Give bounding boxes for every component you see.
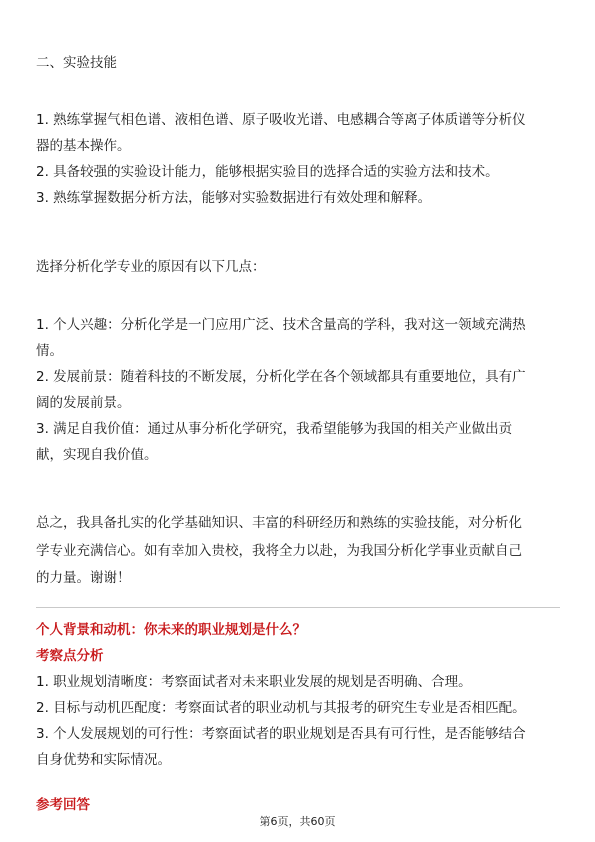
analysis-line: 2. 目标与动机匹配度：考察面试者的职业动机与其报考的研究生专业是否相匹配。	[36, 700, 526, 716]
conclusion-paragraph	[36, 510, 560, 593]
skill-line: 3. 熟练掌握数据分析方法，能够对实验数据进行有效处理和解释。	[36, 190, 432, 206]
analysis-line: 自身优势和实际情况。	[36, 752, 171, 768]
conclusion-line: 学专业充满信心。如有幸加入贵校，我将全力以赴，为我国分析化学事业贡献自己	[36, 542, 522, 559]
skill-line: 器的基本操作。	[36, 138, 131, 154]
section-heading: 二、实验技能	[36, 55, 117, 71]
answer-heading: 参考回答	[36, 797, 90, 813]
analysis-line: 1. 职业规划清晰度：考察面试者对未来职业发展的规划是否明确、合理。	[36, 674, 472, 690]
skills-list	[36, 107, 560, 211]
reasons-intro-block	[36, 254, 560, 280]
question-block	[36, 617, 560, 773]
reason-line: 献，实现自我价值。	[36, 447, 158, 463]
page-footer: 第6页，共60页	[259, 815, 336, 828]
reason-line: 3. 满足自我价值：通过从事分析化学研究，我希望能够为我国的相关产业做出贡	[36, 421, 513, 437]
skill-line: 2. 具备较强的实验设计能力，能够根据实验目的选择合适的实验方法和技术。	[36, 164, 499, 180]
section-divider	[36, 607, 560, 608]
section-heading-block	[36, 50, 560, 76]
reason-line: 1. 个人兴趣：分析化学是一门应用广泛、技术含量高的学科，我对这一领域充满热	[36, 317, 526, 333]
conclusion-line: 总之，我具备扎实的化学基础知识、丰富的科研经历和熟练的实验技能，对分析化	[36, 515, 522, 531]
question-title: 个人背景和动机：你未来的职业规划是什么？	[36, 622, 306, 638]
analysis-line: 3. 个人发展规划的可行性：考察面试者的职业规划是否具有可行性，是否能够结合	[36, 726, 526, 742]
skill-line: 1. 熟练掌握气相色谱、液相色谱、原子吸收光谱、电感耦合等离子体质谱等分析仪	[36, 112, 526, 128]
reasons-intro: 选择分析化学专业的原因有以下几点：	[36, 259, 266, 275]
reasons-list	[36, 312, 560, 468]
reason-line: 阔的发展前景。	[36, 395, 131, 411]
reason-line: 情。	[36, 343, 63, 359]
conclusion-line: 的力量。谢谢！	[36, 570, 131, 586]
reason-line: 2. 发展前景：随着科技的不断发展，分析化学在各个领域都具有重要地位，具有广	[36, 369, 526, 385]
analysis-heading: 考察点分析	[36, 648, 104, 664]
